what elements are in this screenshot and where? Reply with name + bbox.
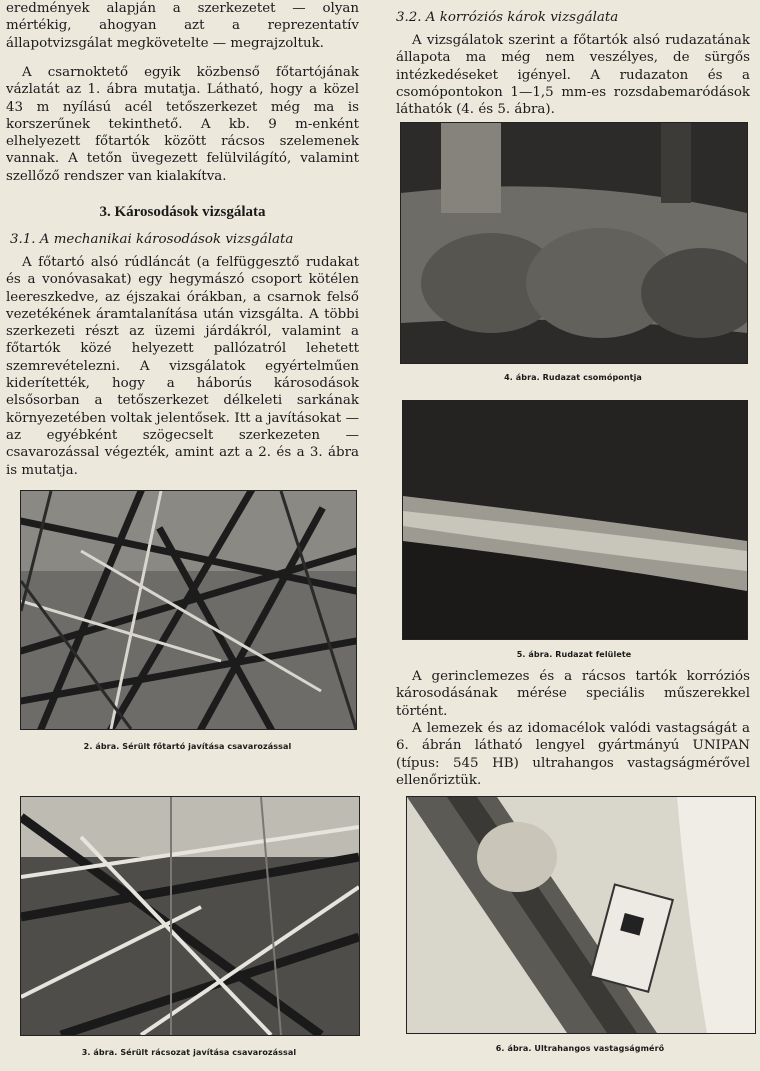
- figure-6-caption: 6. ábra. Ultrahangos vastagságmérő: [495, 1044, 665, 1053]
- figure-5-photo: [402, 400, 748, 640]
- figure-5-caption: 5. ábra. Rudazat felülete: [516, 650, 632, 659]
- subsection-title-3-2: 3.2. A korróziós károk vizsgálata: [396, 10, 619, 25]
- figure-4-photo: [400, 122, 748, 364]
- figure-2-photo: [20, 490, 357, 730]
- figure-6-photo: [406, 796, 756, 1034]
- section-paragraph: A főtartó alsó rúdláncát (a felfüggesztő rudakat és a vonóvasakat) egy hegymászó csoport kötélen leereszkedve, az éjszakai órákban, a csarnok felső vezetékének áramtalanítása után vizsgálta. A többi szerkezeti részt az üzemi járdákról, valamint a főtartók közé helyezett pallózatról lehetett szemrevételezni. A vizsgálatok egyértelműen kiderítették, hogy a háborús károsodások elsősorban a tetőszerkezet délkeleti sarkának környezetében voltak jelentősek. Itt a javításokat — az egyébként szögecselt szerkezeten — csavarozással végezték, amint azt a 2. és a 3. ábra is mutatja.: [6, 255, 359, 478]
- section-title: 3. Károsodások vizsgálata: [99, 204, 266, 220]
- figure-3-photo: [20, 796, 360, 1036]
- figure-4-caption: 4. ábra. Rudazat csomópontja: [504, 373, 642, 382]
- intro-paragraph-2: A csarnoktető egyik közbenső főtartójának vázlatát az 1. ábra mutatja. Látható, hogy a közel 43 m nyílású acél tetőszerkezet még ma is korszerűnek tekinthető. A kb. 9 m-enként elhelyezett főtartók között rácsos szelemenek vannak. A tetőn üvegezett felülvilágító, valamint szellőző rendszer van kialakítva.: [6, 65, 359, 184]
- right-paragraph-2: A gerinclemezes és a rácsos tartók korróziós károsodásának mérése speciális műszerekkel történt.: [396, 669, 750, 719]
- right-paragraph-1: A vizsgálatok szerint a főtartók alsó rudazatának állapota ma még nem veszélyes, de sürgős intézkedéseket igényel. A rudazaton és a csomópontokon 1—1,5 mm-es rozsdabemaródások láthatók (4. és 5. ábra).: [396, 33, 750, 118]
- figure-2-caption: 2. ábra. Sérült főtartó javítása csavarozással: [83, 742, 292, 751]
- figure-3-caption: 3. ábra. Sérült rácsozat javítása csavarozással: [81, 1048, 297, 1057]
- intro-paragraph-1: eredmények alapján a szerkezetet — olyan mértékig, ahogyan azt a reprezentatív állapotvizsgálat megkövetelte — megrajzoltuk.: [6, 1, 359, 51]
- right-paragraph-3: A lemezek és az idomacélok valódi vastagságát a 6. ábrán látható lengyel gyártmányú UNIPAN (típus: 545 HB) ultrahangos vastagságmérővel ellenőriztük.: [396, 721, 750, 788]
- subsection-title: 3.1. A mechanikai károsodások vizsgálata: [10, 232, 294, 247]
